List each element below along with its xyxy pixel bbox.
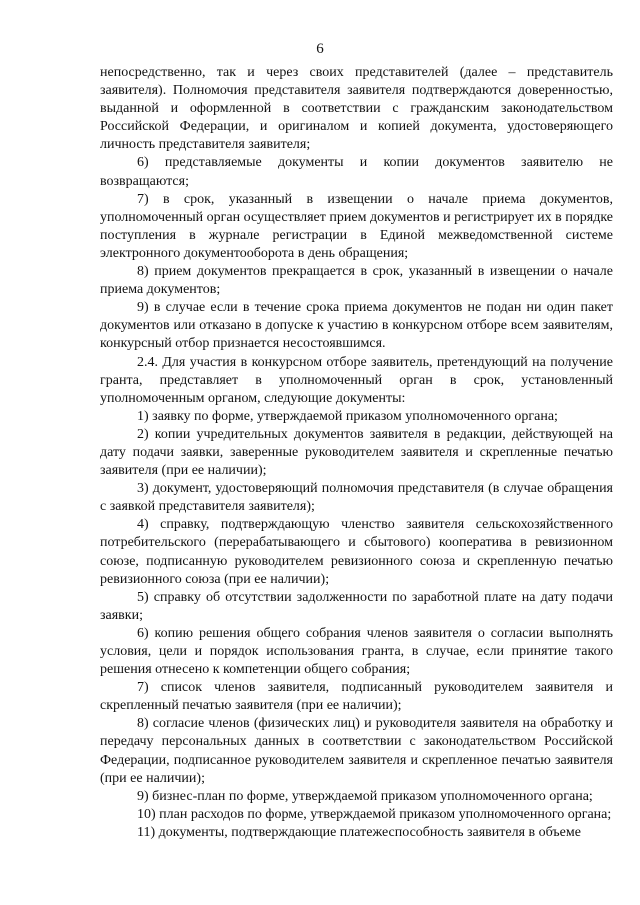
paragraph: 7) список членов заявителя, подписанный руководителем заявителя и скрепленный печатью заявителя (при ее наличии); xyxy=(100,680,613,714)
document-body xyxy=(100,64,613,842)
paragraph: 6) копию решения общего собрания членов заявителя о согласии выполнять условия, цели и порядок использования гранта, в случае, если принятие такого решения отнесено к компетенции общего собрания; xyxy=(100,625,613,678)
paragraph: 7) в срок, указанный в извещении о начале приема документов, уполномоченный орган осуществляет прием документов и регистрирует их в порядке поступления в журнале регистрации в Единой межведомственной системе электронного документооборота в день обращения; xyxy=(100,191,613,261)
paragraph: 8) прием документов прекращается в срок, указанный в извещении о начале приема документов; xyxy=(100,264,613,298)
paragraph: 3) документ, удостоверяющий полномочия представителя (в случае обращения с заявкой представителя заявителя); xyxy=(100,481,613,515)
paragraph: 10) план расходов по форме, утверждаемой приказом уполномоченного органа; xyxy=(137,806,612,822)
paragraph: 1) заявку по форме, утверждаемой приказом уполномоченного органа; xyxy=(137,408,558,424)
paragraph: 2.4. Для участия в конкурсном отборе заявитель, претендующий на получение гранта, представляет в уполномоченный орган в срок, установленный уполномоченным органом, следующие документы: xyxy=(100,354,613,406)
paragraph: непосредственно, так и через своих представителей (далее – представитель заявителя). Полномочия представителя заявителя подтверждаются доверенностью, выданной и оформленной в соответствии с гражданским законодательством Российской Федерации, и оригиналом и копией документа, удостоверяющего личность представителя заявителя; xyxy=(100,65,613,153)
paragraph: 8) согласие членов (физических лиц) и руководителя заявителя на обработку и передачу персональных данных в соответствии с законодательством Российской Федерации, подписанное руководителем заявителя и скрепленное печатью заявителя (при ее наличии); xyxy=(100,716,613,786)
page-number: 6 xyxy=(316,41,324,57)
paragraph: 2) копии учредительных документов заявителя в редакции, действующей на дату подачи заявки, заверенные руководителем заявителя и скрепленные печатью заявителя (при ее наличии); xyxy=(100,426,613,479)
paragraph: 9) в случае если в течение срока приема документов не подан ни один пакет документов или отказано в допуске к участию в конкурсном отборе всем заявителям, конкурсный отбор признается несостоявшимся. xyxy=(100,300,613,352)
paragraph: 6) представляемые документы и копии документов заявителю не возвращаются; xyxy=(100,155,613,189)
paragraph: 5) справку об отсутствии задолженности по заработной плате на дату подачи заявки; xyxy=(100,589,613,623)
paragraph: 11) документы, подтверждающие платежеспособность заявителя в объеме xyxy=(137,824,581,840)
paragraph: 9) бизнес-план по форме, утверждаемой приказом уполномоченного органа; xyxy=(137,788,593,804)
paragraph: 4) справку, подтверждающую членство заявителя сельскохозяйственного потребительского (перерабатывающего и сбытового) кооператива в ревизионном союзе, подписанную руководителем ревизионного союза и скрепленную печатью ревизионного союза (при ее наличии); xyxy=(100,517,613,587)
